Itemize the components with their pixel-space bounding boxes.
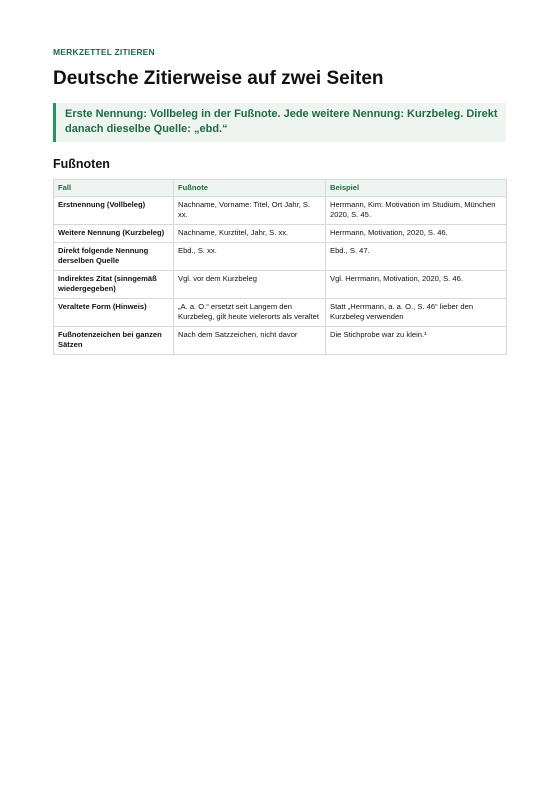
cell-case: Indirektes Zitat (sinngemäß wiedergegeben) (54, 271, 174, 299)
header-case: Fall (54, 180, 174, 197)
cell-footnote: Nach dem Satzzeichen, nicht davor (174, 327, 326, 355)
table-row (54, 197, 507, 225)
table-row (54, 271, 507, 299)
cell-footnote: Ebd., S. xx. (174, 243, 326, 271)
cell-example: Herrmann, Kim: Motivation im Studium, München 2020, S. 45. (326, 197, 507, 225)
cell-case: Direkt folgende Nennung derselben Quelle (54, 243, 174, 271)
cell-case: Erstnennung (Vollbeleg) (54, 197, 174, 225)
document-page (53, 46, 506, 355)
cell-case: Weitere Nennung (Kurzbeleg) (54, 225, 174, 243)
page-title: Deutsche Zitierweise auf zwei Seiten (53, 68, 384, 89)
cell-example: Statt „Herrmann, a. a. O., S. 46“ lieber den Kurzbeleg verwenden (326, 299, 507, 327)
cell-example: Vgl. Herrmann, Motivation, 2020, S. 46. (326, 271, 507, 299)
table-header-row (54, 180, 507, 197)
table-row (54, 299, 507, 327)
cell-footnote: Nachname, Vorname: Titel, Ort Jahr, S. xx. (174, 197, 326, 225)
table-row (54, 243, 507, 271)
cell-footnote: Vgl. vor dem Kurzbeleg (174, 271, 326, 299)
header-example: Beispiel (326, 180, 507, 197)
header-footnote: Fußnote (174, 180, 326, 197)
table-row (54, 327, 507, 355)
table-row (54, 225, 507, 243)
cell-footnote: „A. a. O.“ ersetzt seit Langem den Kurzbeleg, gilt heute vielerorts als veraltet (174, 299, 326, 327)
cell-example: Herrmann, Motivation, 2020, S. 46. (326, 225, 507, 243)
cell-footnote: Nachname, Kurztitel, Jahr, S. xx. (174, 225, 326, 243)
cell-example: Ebd., S. 47. (326, 243, 507, 271)
summary-callout: Erste Nennung: Vollbeleg in der Fußnote. Jede weitere Nennung: Kurzbeleg. Direkt danach dieselbe Quelle: „ebd.“ (53, 103, 506, 142)
cell-case: Veraltete Form (Hinweis) (54, 299, 174, 327)
cell-case: Fußnotenzeichen bei ganzen Sätzen (54, 327, 174, 355)
kicker: MERKZETTEL ZITIEREN (53, 47, 155, 57)
cell-example: Die Stichprobe war zu klein.¹ (326, 327, 507, 355)
section-title-footnotes: Fußnoten (53, 157, 110, 171)
citation-table (53, 179, 507, 355)
